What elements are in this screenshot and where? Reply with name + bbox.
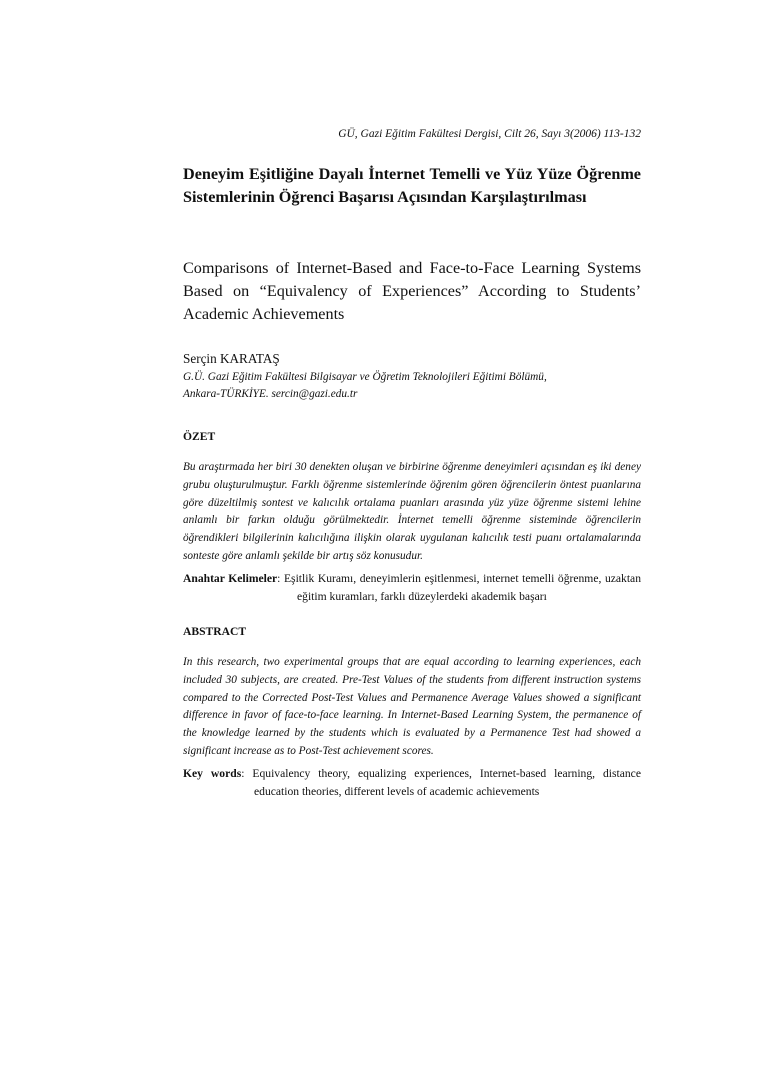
affiliation-line-1: G.Ü. Gazi Eğitim Fakültesi Bilgisayar ve Öğretim Teknolojileri Eğitimi Bölümü,: [183, 371, 547, 383]
keywords-turkish-label: Anahtar Kelimeler: [183, 572, 278, 585]
title-turkish: Deneyim Eşitliğine Dayalı İnternet Temelli ve Yüz Yüze Öğrenme Sistemlerinin Öğrenci Başarısı Açısından Karşılaştırılması: [183, 165, 641, 206]
abstract-text: In this research, two experimental groups that are equal according to learning experiences, each included 30 subjects, are created. Pre-Test Values of the students from different instruction systems compared to the Corrected Post-Test Values and Permanence Average Values showed a significant difference in favor of face-to-face learning. In Internet-Based Learning System, the permanence of the knowledge learned by the students which is evaluated by a Permanence Test had showed a significant increase as to Post-Test achievement scores.: [183, 656, 641, 757]
ozet-text: Bu araştırmada her biri 30 denekten oluşan ve birbirine öğrenme deneyimleri açısından eş iki deney grubu oluşturulmuştur. Farklı öğrenme sistemlerinde öğrenim gören öğrencilerin öntest puanlarına göre düzeltilmiş sontest ve kalıcılık ortalama puanları arasında yüz yüze öğrenme sistemi lehine anlamlı bir farkın olduğu görülmektedir. İnternet temelli öğrenme sisteminde öğrencilerin öğrendikleri bilgilerinin kalıcılığına ilişkin olarak uygulanan kalıcılık testi puanı ortalamalarında sonteste göre anlamlı şekilde bir artış söz konusudur.: [183, 461, 641, 562]
author-affiliation: [183, 369, 641, 403]
journal-header: GÜ, Gazi Eğitim Fakültesi Dergisi, Cilt 26, Sayı 3(2006) 113-132: [338, 128, 641, 140]
author-name: Serçin KARATAŞ: [183, 351, 280, 366]
keywords-english: [183, 765, 641, 801]
affiliation-line-2: Ankara-TÜRKİYE. sercin@gazi.edu.tr: [183, 388, 358, 400]
keywords-english-label: Key words: [183, 767, 242, 780]
keywords-english-list: : Equivalency theory, equalizing experiences, Internet-based learning, distance education theories, different levels of academic achievements: [241, 767, 641, 798]
title-english: Comparisons of Internet-Based and Face-to-Face Learning Systems Based on “Equivalency of Experiences” According to Students’ Academic Achievements: [183, 259, 641, 323]
keywords-turkish-list: : Eşitlik Kuramı, deneyimlerin eşitlenmesi, internet temelli öğrenme, uzaktan eğitim kuramları, farklı düzeylerdeki akademik başarı: [277, 572, 641, 603]
ozet-heading: ÖZET: [183, 430, 216, 443]
keywords-turkish: [183, 570, 641, 606]
abstract-heading: ABSTRACT: [183, 625, 247, 638]
